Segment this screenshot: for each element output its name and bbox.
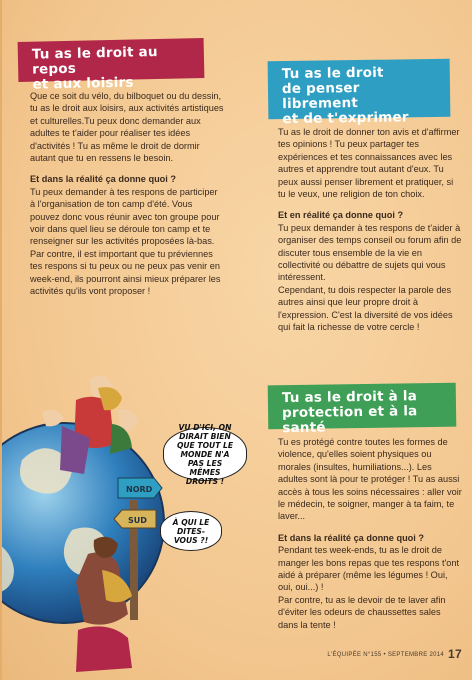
- section1-body2: Par contre, il est important que tu préviennes tes respons si tu peux ou ne peux pas venir en week-end, ils pourront ainsi mieux préparer les activités qu'ils vont proposer !: [30, 248, 221, 297]
- section1-heading: Et dans la réalité ça donne quoi ?: [30, 174, 177, 185]
- section1-title-banner: [18, 38, 205, 93]
- section3-intro: Tu es protégé contre toutes les formes de violence, qu'elles soient physiques ou morales (insultes, humiliations...). Les adultes sont là pour te protéger ! Tu as aussi accès à tous les soins nécessaires : aller voir le médecin, te soigner, manger à ta faim, te laver...: [278, 437, 462, 522]
- section2-title-banner: [268, 59, 451, 128]
- sign-south-label: SUD: [128, 516, 147, 525]
- section2-title-line1: Tu as le droit: [281, 64, 384, 83]
- section3-body1: Pendant tes week-ends, tu as le droit de manger les bons repas que tes respons t'ont aidé à préparer (même les légumes ! Oui, oui, oui...) !: [278, 545, 460, 593]
- section2-body1: Tu peux demander à tes respons de t'aider à organiser des temps conseil ou forum afin de discuter tous ensemble de la vie en collectivité ou débattre de sujets qui vous intéressent.: [278, 222, 462, 283]
- globe-children-illustration: [2, 340, 242, 680]
- page-number: 17: [448, 647, 462, 661]
- section1-intro: Que ce soit du vélo, du bilboquet ou du dessin, tu as le droit aux loisirs, aux activités artistiques et culturelles.Tu peux donc demander aux adultes te t'aider pour réaliser tes idées d'activités ! Tu as même le droit de dormir autant que tu en ressens le besoin.: [30, 91, 224, 164]
- section1-title-line2: et aux loisirs: [32, 74, 134, 93]
- section2-text: [278, 126, 462, 334]
- issue-label: L'ÉQUIPÉE N°155 • SEPTEMBRE 2014: [327, 652, 445, 658]
- speech-bubble-1: [163, 422, 247, 486]
- section2-title-line3: et de t'exprimer: [282, 109, 409, 128]
- speech-bubble-1-text: VU D'ICI, ON DIRAIT BIEN QUE TOUT LE MONDE N'A PAS LES MÊMES DROITS !: [176, 422, 234, 486]
- sign-north-label: NORD: [126, 485, 153, 494]
- speech-bubble-2: [160, 511, 222, 551]
- section3-body2: Par contre, tu as le devoir de te laver afin d'éviter les odeurs de chaussettes sales dans la tente !: [278, 594, 446, 630]
- section2-body2: Cependant, tu dois respecter la parole des autres ainsi que leur propre droit à l'expression. C'est la diversité de vos idées qui fait la richesse de votre cercle !: [278, 284, 453, 333]
- section2-heading: Et en réalité ça donne quoi ?: [278, 210, 404, 221]
- section3-title-line1: Tu as le droit à la: [281, 388, 418, 407]
- speech-bubble-2-text: À QUI LE DITES-VOUS ?!: [172, 517, 210, 545]
- page-footer: [327, 647, 462, 661]
- section3-title-line2: protection et à la santé: [281, 403, 418, 437]
- section3-heading: Et dans la réalité ça donne quoi ?: [278, 532, 425, 543]
- section2-intro: Tu as le droit de donner ton avis et d'affirmer tes opinions ! Tu peux partager tes expériences et tes connaissances avec les autres et apprendre tout autant d'eux. Tu peux aussi penser librement et pratiquer, si tu le veux, une religion de ton choix.: [278, 127, 460, 200]
- section3-text: [278, 436, 462, 631]
- section1-body1: Tu peux demander à tes respons de participer à l'organisation de ton camp d'été. Vous pouvez donc vous réunir avec ton groupe pour voir dans quel lieu se déroule ton camp et te renseigner sur les activités proposées là-bas.: [30, 186, 220, 247]
- section2-title-line2: de penser librement: [281, 79, 360, 113]
- section3-title-banner: [268, 383, 457, 437]
- section1-text: [30, 90, 224, 298]
- section1-title-line1: Tu as le droit au repos: [31, 44, 158, 78]
